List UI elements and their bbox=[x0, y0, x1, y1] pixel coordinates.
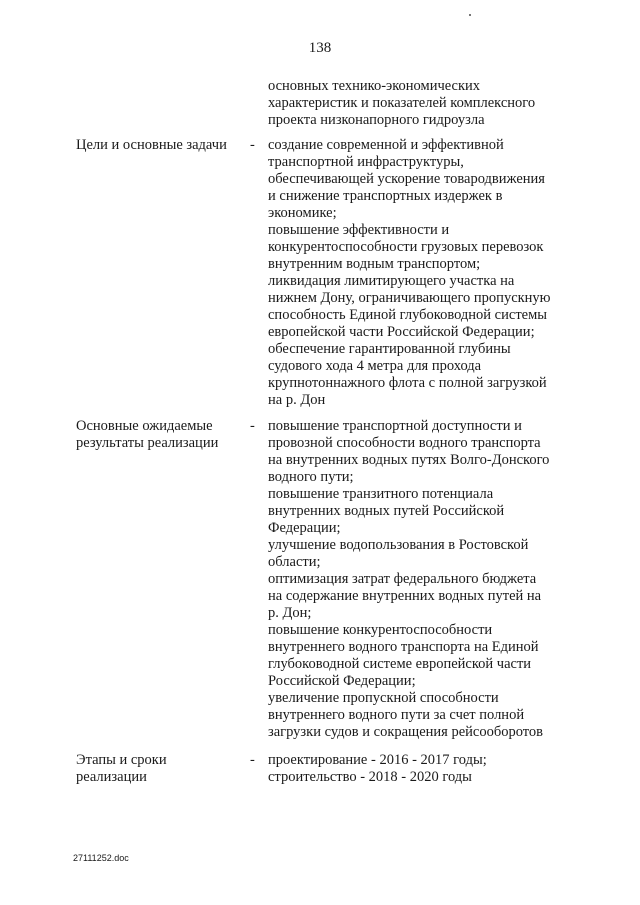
label-line: Основные ожидаемые bbox=[76, 418, 213, 434]
text-line: европейской части Российской Федерации; bbox=[268, 324, 535, 340]
text-line: конкурентоспособности грузовых перевозок bbox=[268, 239, 544, 255]
text-line: Федерации; bbox=[268, 520, 341, 536]
text-line: оптимизация затрат федерального бюджета bbox=[268, 571, 537, 587]
text-line: судового хода 4 метра для прохода bbox=[268, 358, 482, 374]
file-name-footer: 27111252.doc bbox=[73, 853, 129, 863]
label-line: результаты реализации bbox=[76, 435, 219, 451]
text-line: обеспечивающей ускорение товародвижения bbox=[268, 171, 545, 187]
continuation-text bbox=[268, 78, 578, 129]
text-line: экономике; bbox=[268, 205, 337, 221]
text-line: основных технико-экономических bbox=[268, 78, 481, 94]
text-line: области; bbox=[268, 554, 321, 570]
text-line: строительство - 2018 - 2020 годы bbox=[268, 769, 472, 785]
text-line: Российской Федерации; bbox=[268, 673, 416, 689]
text-line: ликвидация лимитирующего участка на bbox=[268, 273, 515, 289]
section-content bbox=[268, 418, 578, 741]
section-label bbox=[76, 137, 246, 154]
text-line: транспортной инфраструктуры, bbox=[268, 154, 464, 170]
text-line: внутренних водных путей Российской bbox=[268, 503, 505, 519]
text-line: водного пути; bbox=[268, 469, 354, 485]
text-line: проектирование - 2016 - 2017 годы; bbox=[268, 752, 487, 768]
section-dash: - bbox=[250, 752, 255, 768]
text-line: внутренним водным транспортом; bbox=[268, 256, 481, 272]
text-line: повышение транзитного потенциала bbox=[268, 486, 494, 502]
text-line: нижнем Дону, ограничивающего пропускную bbox=[268, 290, 551, 306]
text-line: р. Дон; bbox=[268, 605, 312, 621]
text-line: создание современной и эффективной bbox=[268, 137, 504, 153]
section-label bbox=[76, 418, 246, 452]
text-line: на содержание внутренних водных путей на bbox=[268, 588, 542, 604]
label-line: Этапы и сроки bbox=[76, 752, 167, 768]
label-line: реализации bbox=[76, 769, 147, 785]
page-number: 138 bbox=[308, 40, 332, 56]
section-dash: - bbox=[250, 137, 255, 153]
section-label bbox=[76, 752, 246, 786]
text-line: улучшение водопользования в Ростовской bbox=[268, 537, 529, 553]
text-line: внутреннего водного пути за счет полной bbox=[268, 707, 525, 723]
text-line: провозной способности водного транспорта bbox=[268, 435, 541, 451]
text-line: повышение конкурентоспособности bbox=[268, 622, 493, 638]
section-content bbox=[268, 752, 578, 786]
text-line: способность Единой глубоководной системы bbox=[268, 307, 548, 323]
text-line: загрузки судов и сокращения рейсооборотов bbox=[268, 724, 544, 740]
text-line: крупнотоннажного флота с полной загрузкой bbox=[268, 375, 547, 391]
text-line: характеристик и показателей комплексного bbox=[268, 95, 536, 111]
text-line: внутреннего водного транспорта на Единой bbox=[268, 639, 539, 655]
text-line: и снижение транспортных издержек в bbox=[268, 188, 503, 204]
text-line: на р. Дон bbox=[268, 392, 326, 408]
section-content bbox=[268, 137, 578, 409]
text-line: проекта низконапорного гидроузла bbox=[268, 112, 485, 128]
section-dash: - bbox=[250, 418, 255, 434]
label-line: Цели и основные задачи bbox=[76, 137, 227, 153]
text-line: повышение эффективности и bbox=[268, 222, 450, 238]
text-line: на внутренних водных путях Волго-Донского bbox=[268, 452, 550, 468]
scan-mark bbox=[469, 14, 471, 16]
text-line: обеспечение гарантированной глубины bbox=[268, 341, 511, 357]
text-line: повышение транспортной доступности и bbox=[268, 418, 522, 434]
text-line: глубоководной системе европейской части bbox=[268, 656, 532, 672]
text-line: увеличение пропускной способности bbox=[268, 690, 499, 706]
